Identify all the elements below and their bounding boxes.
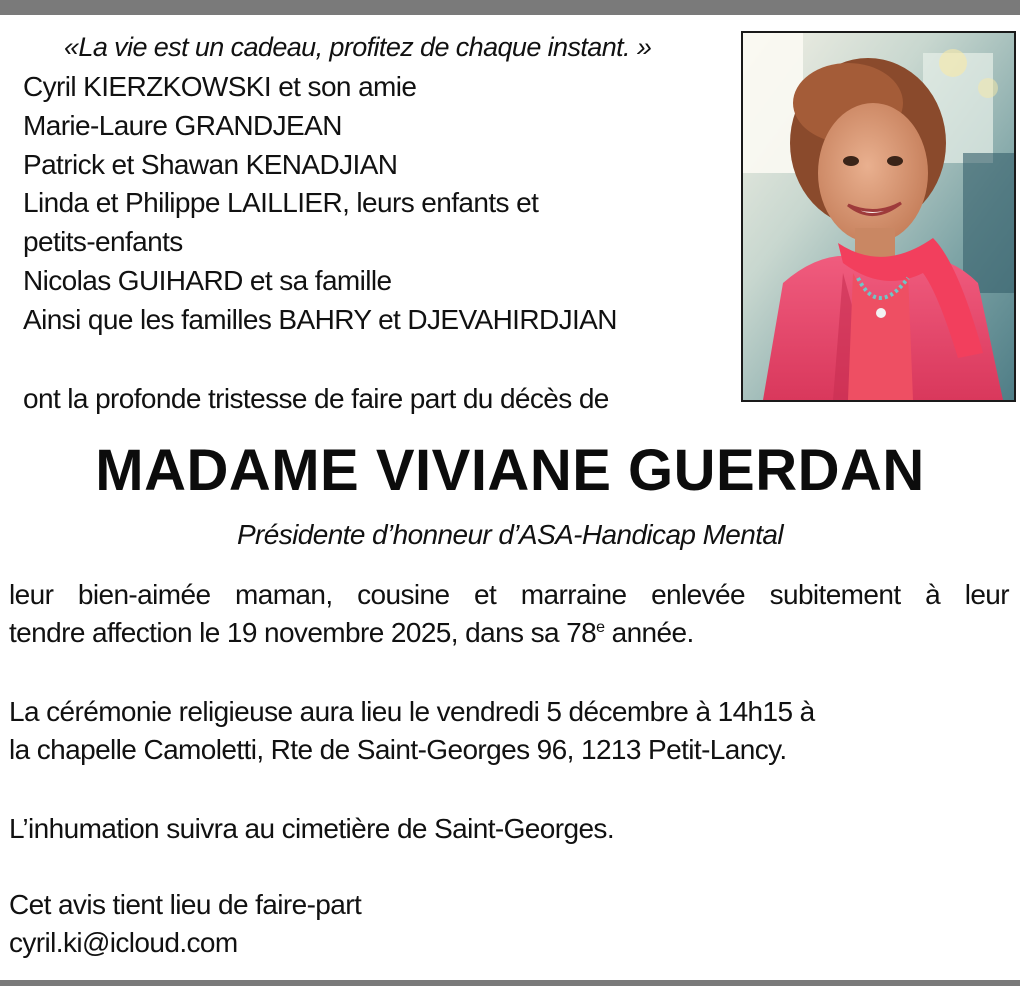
top-rule xyxy=(0,0,1020,15)
portrait-photo xyxy=(741,31,1016,402)
family-list xyxy=(23,68,723,340)
family-line: Ainsi que les familles BAHRY et DJEVAHIRDJIAN xyxy=(23,303,617,335)
notice-text: tendre affection le 19 novembre 2025, dans sa 78 xyxy=(9,617,597,648)
deceased-name: MADAME VIVIANE GUERDAN xyxy=(95,438,925,503)
burial-paragraph: L’inhumation suivra au cimetière de Saint-Georges. xyxy=(9,813,615,844)
notice-line xyxy=(9,617,694,648)
bottom-rule xyxy=(0,980,1020,986)
epigraph-quote: «La vie est un cadeau, profitez de chaque instant. » xyxy=(64,32,652,62)
honorary-title: Présidente d’honneur d’ASA-Handicap Mental xyxy=(236,519,784,550)
notice-line: leur bien-aimée maman, cousine et marraine enlevée subitement à leur xyxy=(9,579,1009,610)
family-line: Nicolas GUIHARD et sa famille xyxy=(23,264,392,296)
family-line: Linda et Philippe LAILLIER, leurs enfants et xyxy=(23,187,539,219)
ordinal-suffix: e xyxy=(596,619,605,636)
family-line: Patrick et Shawan KENADJIAN xyxy=(23,148,398,180)
ceremony-line: La cérémonie religieuse aura lieu le vendredi 5 décembre à 14h15 à xyxy=(9,696,815,727)
ceremony-paragraph xyxy=(9,693,1009,769)
closing-paragraph xyxy=(9,886,1009,962)
family-line: Marie-Laure GRANDJEAN xyxy=(23,109,342,141)
notice-text: année. xyxy=(604,617,694,648)
ceremony-line: la chapelle Camoletti, Rte de Saint-Georges 96, 1213 Petit-Lancy. xyxy=(9,734,787,765)
contact-email[interactable]: cyril.ki@icloud.com xyxy=(9,927,238,958)
family-line: petits-enfants xyxy=(23,226,183,258)
death-notice-paragraph xyxy=(9,576,1009,652)
announcement-text: ont la profonde tristesse de faire part du décès de xyxy=(23,383,609,414)
family-line: Cyril KIERZKOWSKI et son amie xyxy=(23,71,417,102)
closing-line: Cet avis tient lieu de faire-part xyxy=(9,889,362,920)
